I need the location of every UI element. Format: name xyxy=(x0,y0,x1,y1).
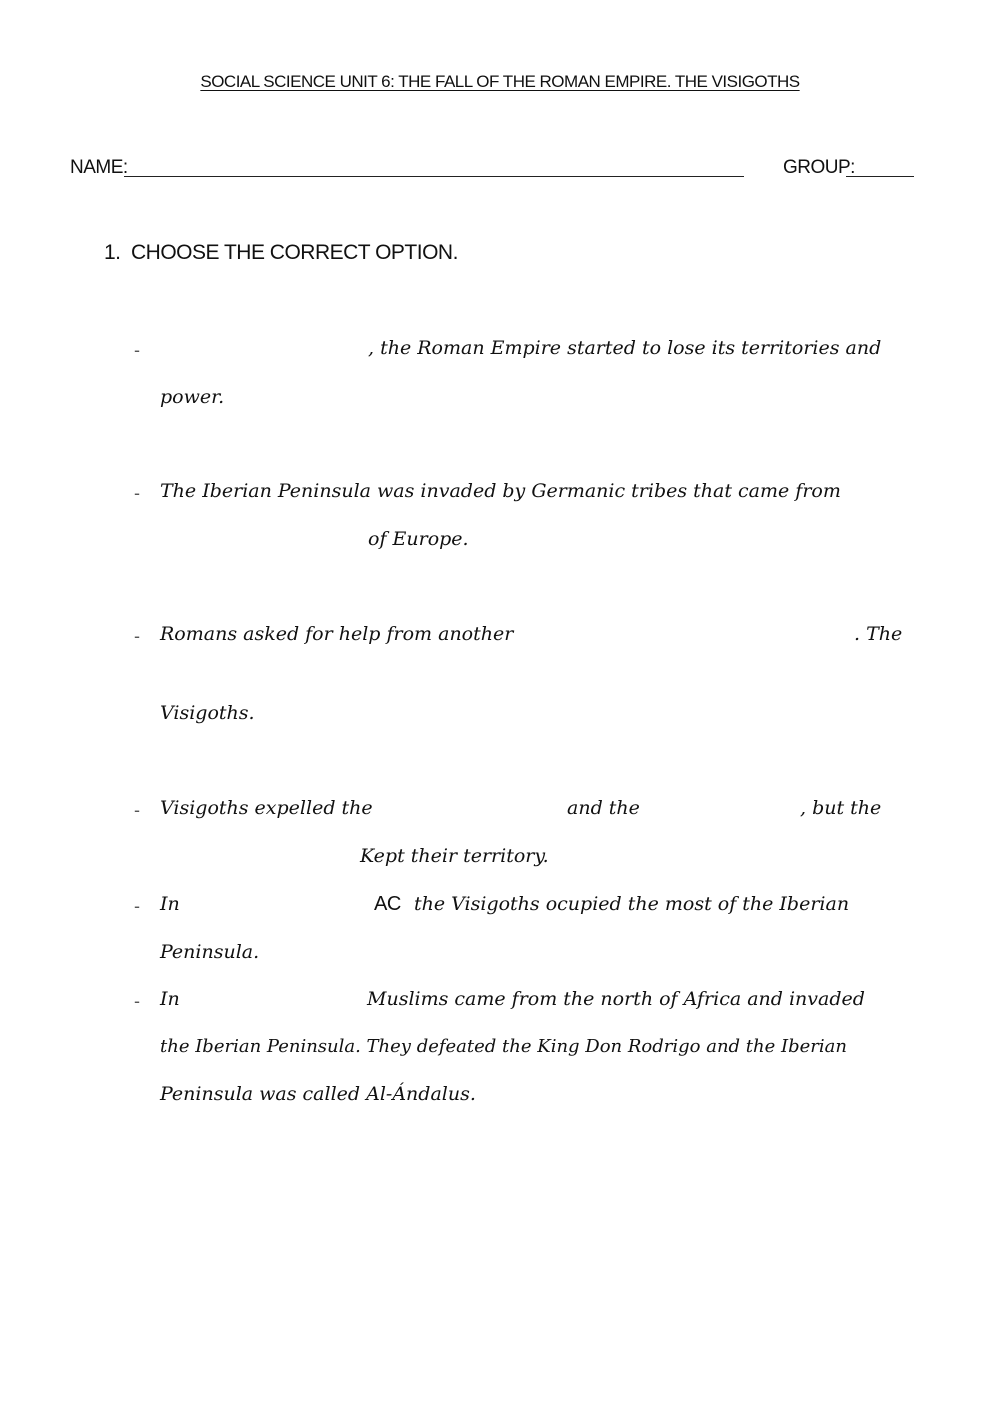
question-number: 1. xyxy=(104,241,121,264)
item-5-text-end: the Visigoths ocupied the most of the Iberian xyxy=(414,893,850,915)
bullet-dash: - xyxy=(134,483,140,503)
item-4-text: Visigoths expelled the xyxy=(160,797,373,819)
item-2-continuation: of Europe. xyxy=(368,528,469,550)
answer-blank-4b[interactable] xyxy=(652,796,796,826)
item-3-text: Romans asked for help from another xyxy=(160,623,514,645)
item-2-text: The Iberian Peninsula was invaded by Germanic tribes that came from xyxy=(160,480,841,502)
item-1-text: , the Roman Empire started to lose its territories and xyxy=(368,337,882,359)
item-4-text-middle: and the xyxy=(567,797,640,819)
answer-blank-4a[interactable] xyxy=(390,796,562,826)
item-4-text-end: , but the xyxy=(800,797,882,819)
item-6-text-end: Muslims came from the north of Africa and invaded xyxy=(367,988,865,1010)
item-5-continuation: Peninsula. xyxy=(160,941,260,963)
group-label: GROUP: xyxy=(783,157,855,178)
item-5-era: AC xyxy=(374,893,401,915)
item-6-text: In xyxy=(160,988,180,1010)
bullet-dash: - xyxy=(134,340,140,360)
item-1-continuation: power. xyxy=(160,386,225,408)
item-6-continuation-2: Peninsula was called Al-Ándalus. xyxy=(160,1083,476,1105)
bullet-dash: - xyxy=(134,626,140,646)
bullet-dash: - xyxy=(134,896,140,916)
worksheet-title: SOCIAL SCIENCE UNIT 6: THE FALL OF THE ROMAN EMPIRE. THE VISIGOTHS xyxy=(200,72,800,91)
answer-blank-3[interactable] xyxy=(552,622,850,652)
item-6-continuation: the Iberian Peninsula. They defeated the King Don Rodrigo and the Iberian xyxy=(160,1036,847,1057)
answer-blank-1[interactable] xyxy=(160,336,365,366)
bullet-dash: - xyxy=(134,800,140,820)
item-3-continuation: Visigoths. xyxy=(160,702,255,724)
item-4-continuation: Kept their territory. xyxy=(360,845,549,867)
answer-blank-2[interactable] xyxy=(160,527,365,557)
group-field[interactable] xyxy=(846,176,914,177)
answer-blank-6[interactable] xyxy=(188,987,362,1017)
question-text: CHOOSE THE CORRECT OPTION. xyxy=(131,241,458,264)
answer-blank-4c[interactable] xyxy=(160,844,356,874)
name-label: NAME: xyxy=(70,157,128,178)
name-field[interactable] xyxy=(124,176,744,177)
bullet-dash: - xyxy=(134,991,140,1011)
item-3-text-end: . The xyxy=(854,623,903,645)
answer-blank-5[interactable] xyxy=(188,892,368,922)
item-5-text: In xyxy=(160,893,180,915)
